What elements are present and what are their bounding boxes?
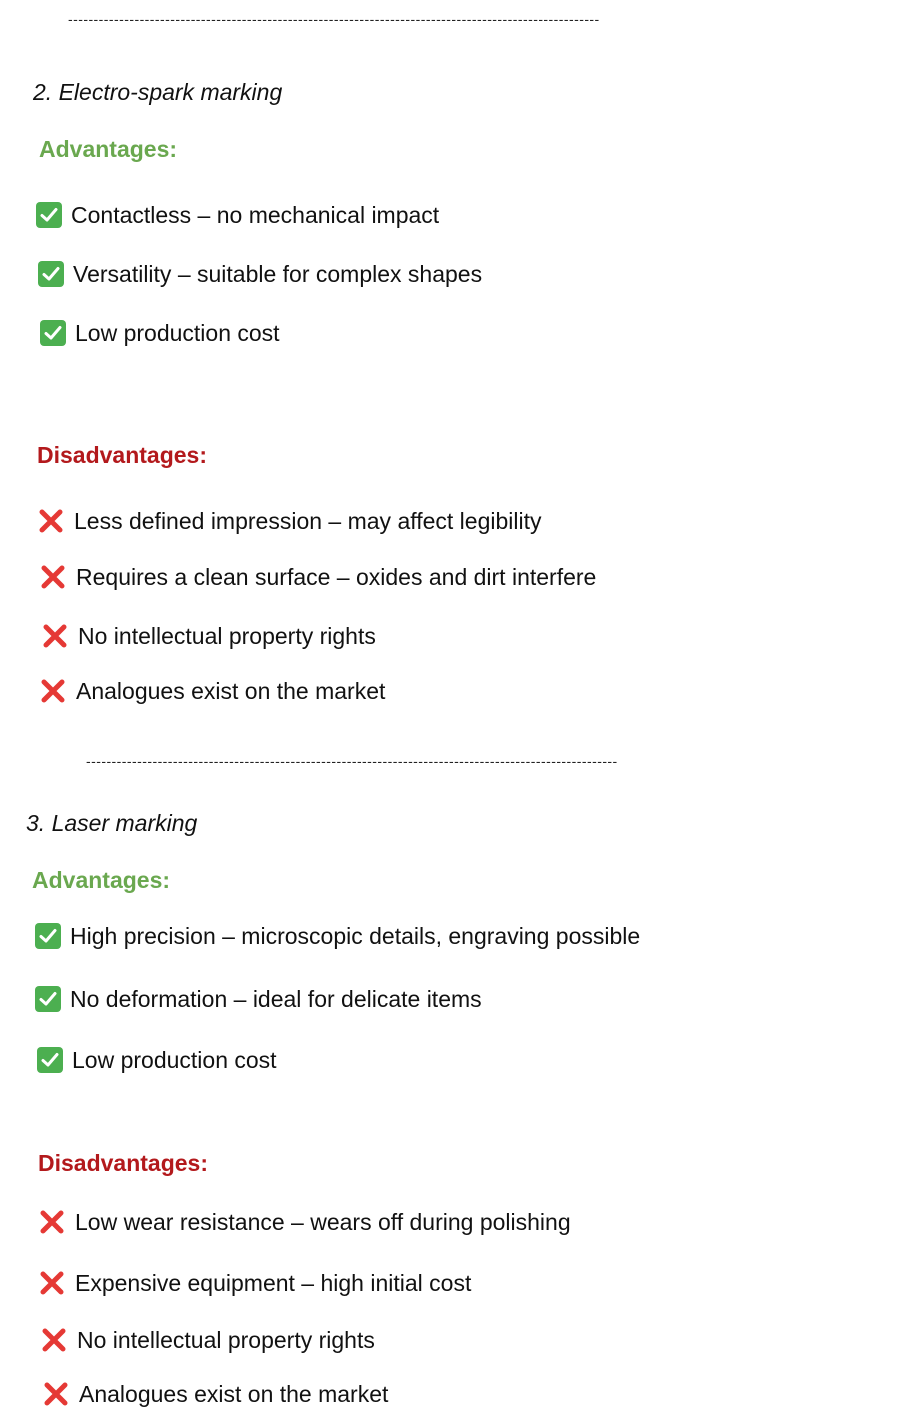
advantage-text: High precision – microscopic details, engraving possible (70, 922, 641, 949)
list-item (35, 923, 640, 949)
section-title-electro-spark: 2. Electro-spark marking (33, 79, 283, 105)
list-item (41, 622, 376, 650)
list-item (39, 563, 596, 591)
divider-middle: -------------------------------------------------------------------------------------------------------- (86, 753, 618, 769)
list-item (37, 507, 541, 535)
cross-mark-icon (39, 563, 67, 591)
cross-mark-icon (39, 677, 67, 705)
section-title-laser: 3. Laser marking (26, 810, 198, 836)
disadvantages-heading: Disadvantages: (37, 442, 208, 468)
list-item (38, 1208, 571, 1236)
cross-mark-icon (42, 1380, 70, 1408)
list-item (39, 677, 385, 705)
list-item (35, 986, 482, 1012)
disadvantage-text: Analogues exist on the market (79, 1380, 389, 1407)
advantages-heading: Advantages: (32, 867, 171, 893)
advantage-text: Low production cost (72, 1046, 277, 1073)
cross-mark-icon (41, 622, 69, 650)
advantage-text: No deformation – ideal for delicate items (70, 985, 482, 1012)
disadvantage-text: Low wear resistance – wears off during polishing (75, 1208, 571, 1235)
advantage-text: Low production cost (75, 319, 280, 346)
disadvantages-heading: Disadvantages: (38, 1150, 209, 1176)
cross-mark-icon (37, 507, 65, 535)
advantage-text: Versatility – suitable for complex shapes (73, 260, 483, 287)
cross-mark-icon (38, 1208, 66, 1236)
cross-mark-icon (38, 1269, 66, 1297)
disadvantage-text: No intellectual property rights (78, 622, 376, 649)
disadvantage-text: No intellectual property rights (77, 1326, 375, 1353)
list-item (40, 320, 280, 346)
advantage-text: Contactless – no mechanical impact (71, 201, 440, 228)
check-mark-icon (35, 986, 61, 1012)
list-item (38, 1269, 471, 1297)
check-mark-icon (40, 320, 66, 346)
divider-top: -------------------------------------------------------------------------------------------------------- (68, 11, 600, 27)
list-item (40, 1326, 375, 1354)
list-item (37, 1047, 277, 1073)
advantages-heading: Advantages: (39, 136, 178, 162)
disadvantage-text: Expensive equipment – high initial cost (75, 1269, 472, 1296)
list-item (36, 202, 439, 228)
cross-mark-icon (40, 1326, 68, 1354)
check-mark-icon (37, 1047, 63, 1073)
check-mark-icon (36, 202, 62, 228)
disadvantage-text: Less defined impression – may affect legibility (74, 507, 542, 534)
disadvantage-text: Requires a clean surface – oxides and dirt interfere (76, 563, 597, 590)
disadvantage-text: Analogues exist on the market (76, 677, 386, 704)
list-item (42, 1380, 388, 1408)
list-item (38, 261, 482, 287)
check-mark-icon (38, 261, 64, 287)
check-mark-icon (35, 923, 61, 949)
